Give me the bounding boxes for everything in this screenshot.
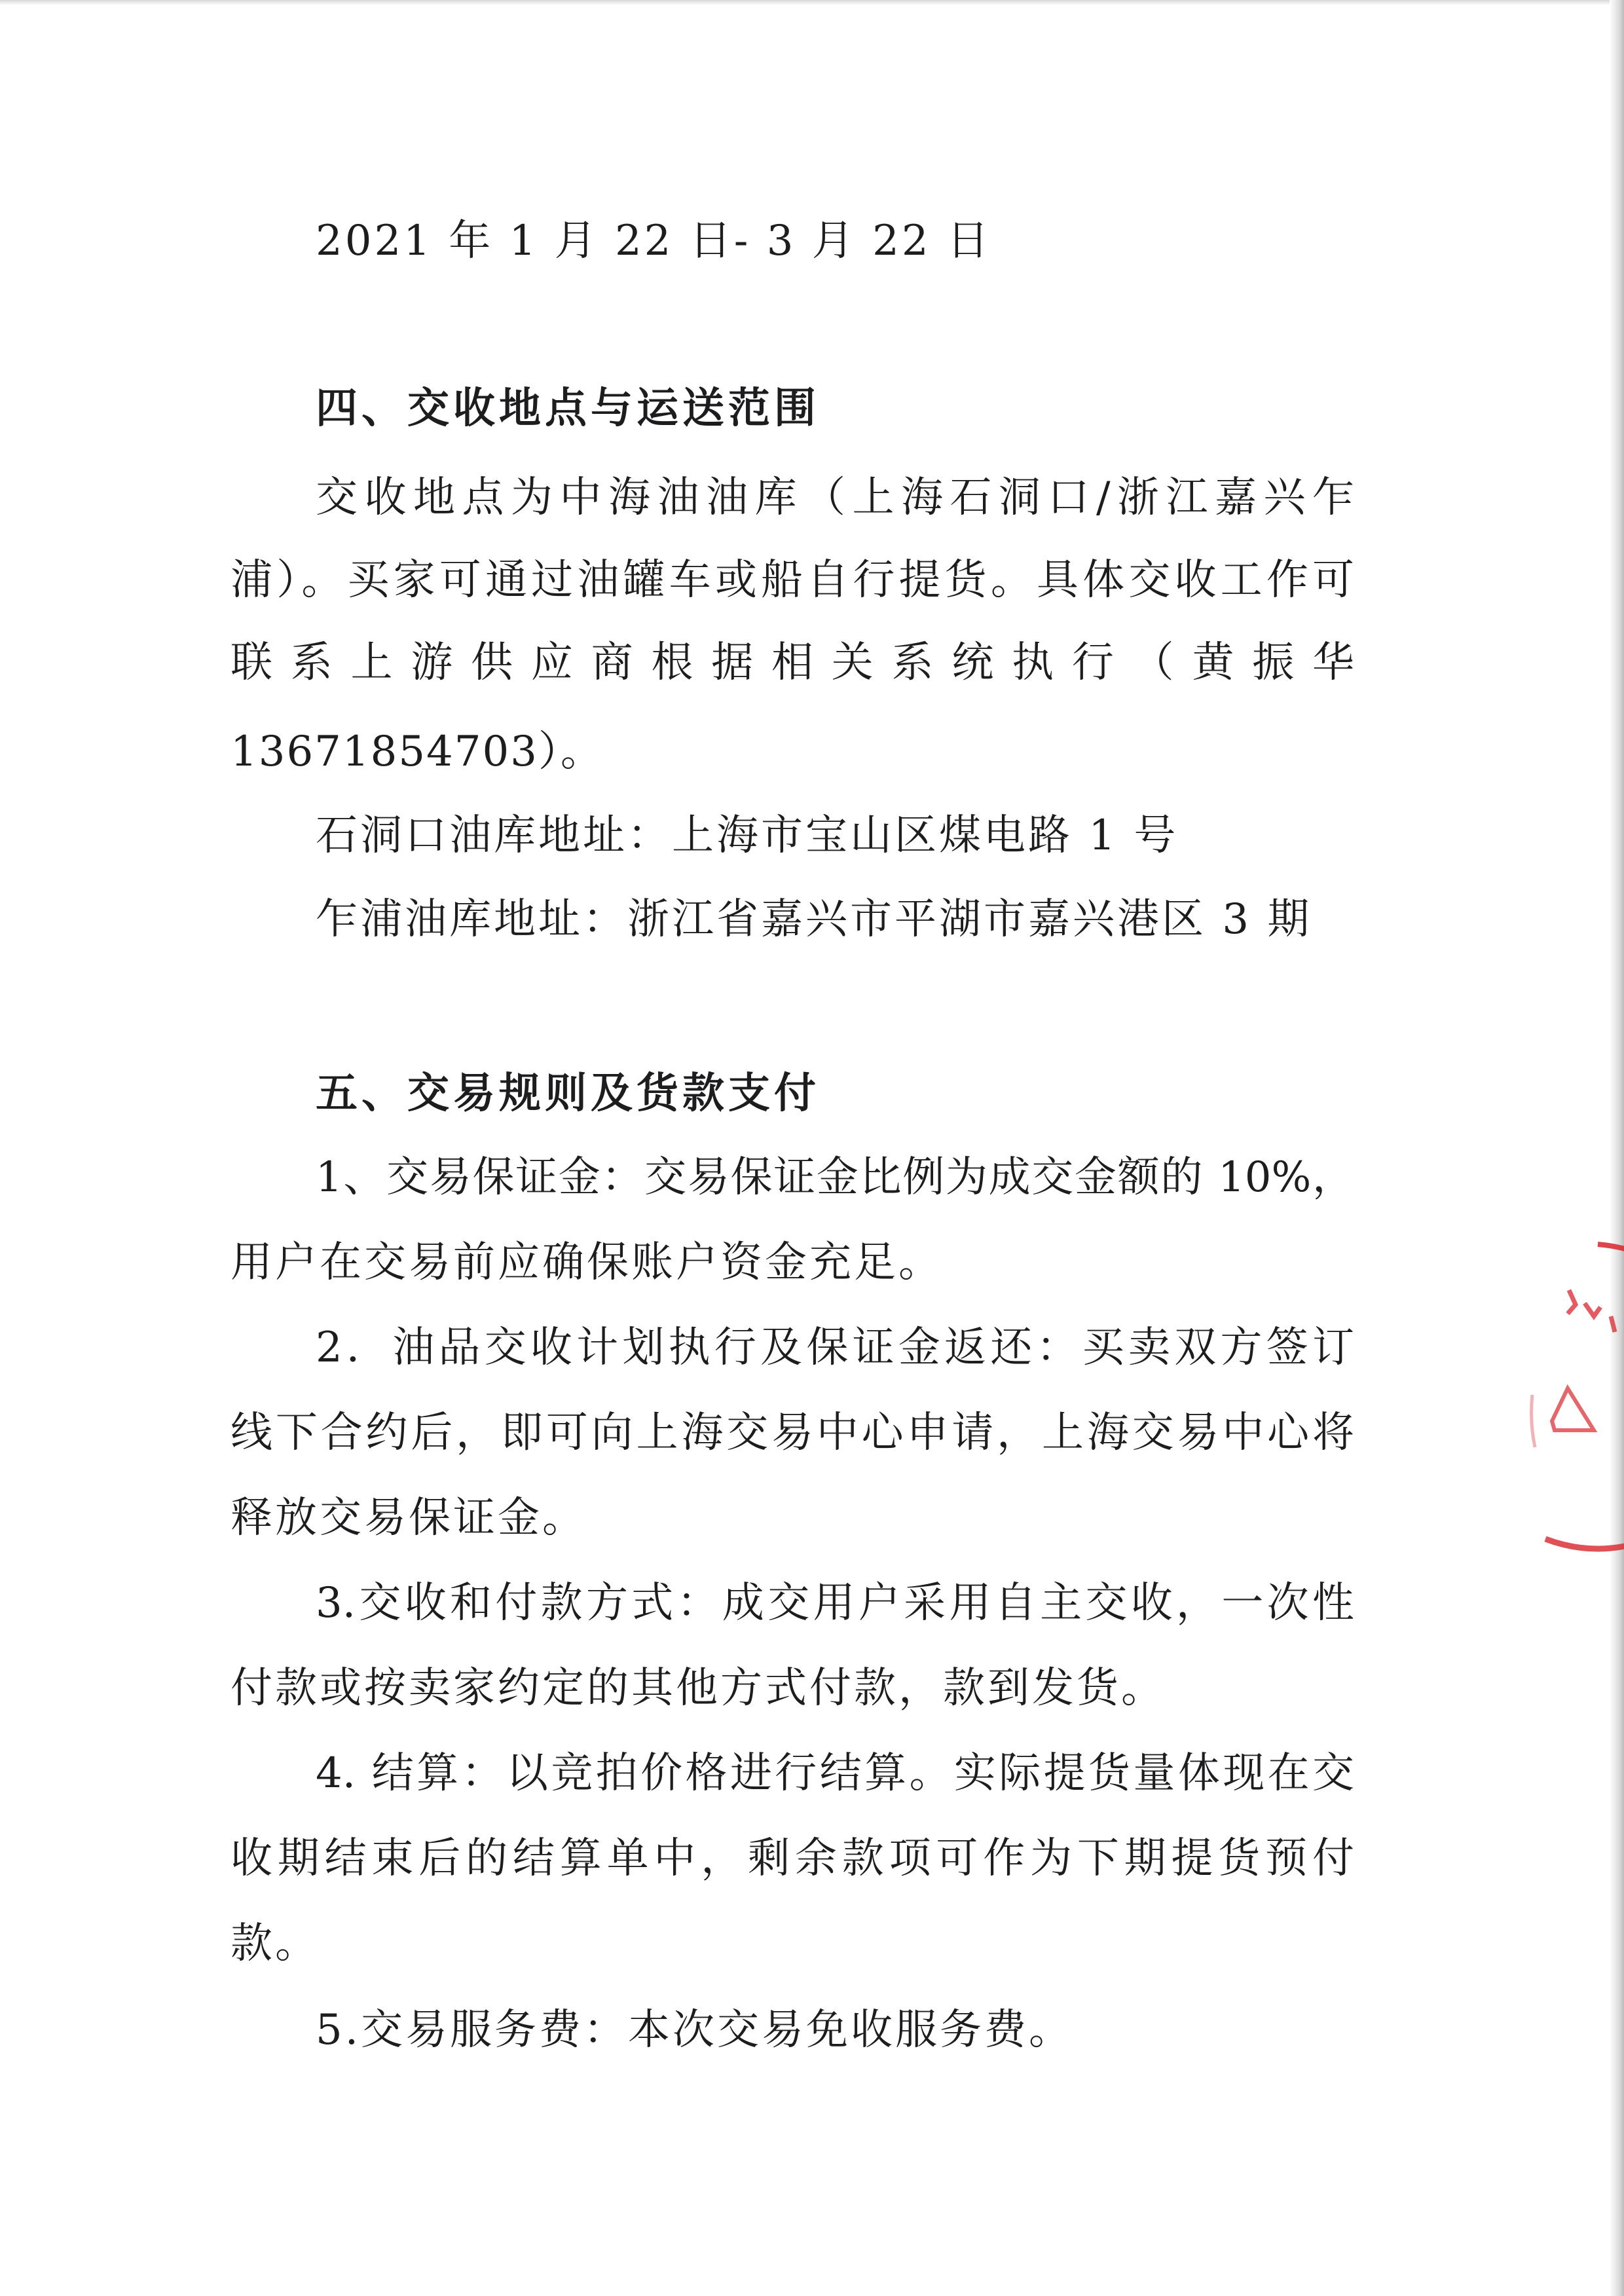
item2-line-2: 线下合约后，即可向上海交易中心申请，上海交易中心将 <box>231 1409 1354 1457</box>
item3-line-2: 付款或按卖家约定的其他方式付款，款到发货。 <box>231 1664 1166 1713</box>
item2-line-3: 释放交易保证金。 <box>231 1494 587 1542</box>
item1-line-2: 用户在交易前应确保账户资金充足。 <box>231 1238 943 1287</box>
item4-line-3: 款。 <box>231 1919 320 1968</box>
section4-para-line-2: 浦）。买家可通过油罐车或船自行提货。具体交收工作可 <box>231 556 1354 604</box>
seal-arc-left <box>1532 1395 1535 1447</box>
section5-heading: 五、交易规则及货款支付 <box>316 1069 820 1118</box>
date-range: 2021 年 1 月 22 日- 3 月 22 日 <box>316 217 991 265</box>
item1-line-1: 1、交易保证金：交易保证金比例为成交金额的 10%， <box>316 1153 1354 1202</box>
section4-heading: 四、交收地点与运送范围 <box>316 384 820 433</box>
item2-line-1: 2．油品交收计划执行及保证金返还：买卖双方签订 <box>316 1324 1354 1372</box>
address-shidongkou: 石洞口油库地址：上海市宝山区煤电路 1 号 <box>316 811 1179 860</box>
red-seal-stamp <box>1519 1231 1624 1572</box>
seal-glyph-marks <box>1568 1290 1615 1332</box>
section4-para-line-3: 联系上游供应商根据相关系统执行（黄振华 <box>231 639 1354 687</box>
item5: 5.交易服务费：本次交易免收服务费。 <box>316 2006 1074 2054</box>
item3-line-1: 3.交收和付款方式：成交用户采用自主交收，一次性 <box>316 1579 1354 1627</box>
item4-line-2: 收期结束后的结算单中，剩余款项可作为下期提货预付 <box>231 1834 1354 1883</box>
scan-right-edge <box>1610 0 1624 2296</box>
seal-star-fragment <box>1552 1388 1594 1430</box>
scan-top-edge <box>0 0 1624 5</box>
address-zhapu: 乍浦油库地址：浙江省嘉兴市平湖市嘉兴港区 3 期 <box>316 895 1312 944</box>
section4-para-line-4: 13671854703）。 <box>231 728 604 776</box>
item4-line-1: 4. 结算：以竞拍价格进行结算。实际提货量体现在交 <box>316 1749 1354 1798</box>
section4-para-line-1: 交收地点为中海油油库（上海石洞口/浙江嘉兴乍 <box>316 473 1354 522</box>
